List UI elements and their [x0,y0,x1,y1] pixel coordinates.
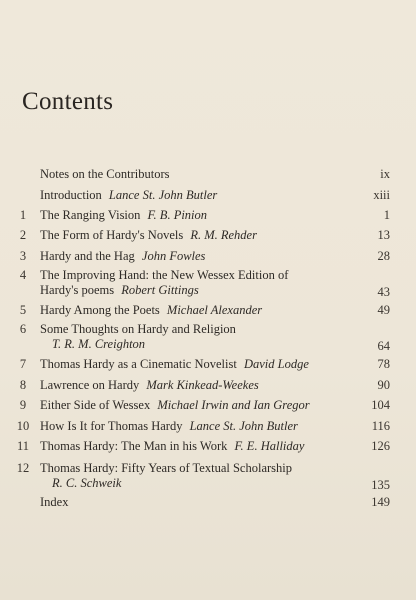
chapter-title: Hardy Among the Poets [40,303,160,317]
page-number: 49 [377,303,390,317]
entry-text [40,322,340,352]
page-number: 78 [377,357,390,371]
page-number: 28 [377,249,390,263]
entry-text [40,495,340,510]
entry-text [40,228,340,243]
entry-text [40,188,340,203]
chapter-author: John Fowles [141,249,206,263]
page-number: 116 [371,419,390,433]
page-number: 135 [371,478,390,492]
chapter-title: How Is It for Thomas Hardy [40,419,183,433]
chapter-author: Lance St. John Butler [189,419,298,433]
chapter-title: Lawrence on Hardy [40,378,140,392]
entry-text [40,268,340,298]
chapter-author: Michael Alexander [166,303,263,317]
chapter-title: Some Thoughts on Hardy and Religion [40,322,236,336]
chapter-number: 10 [16,419,30,433]
chapter-author: David Lodge [243,357,309,371]
page-number: 64 [377,339,390,353]
chapter-number: 12 [16,461,30,475]
page-number: 90 [377,378,390,392]
entry-text [40,208,340,223]
chapter-author: T. R. M. Creighton [52,337,146,351]
chapter-author: Lance St. John Butler [108,188,218,202]
chapter-title: The Ranging Vision [40,208,141,222]
chapter-title: Either Side of Wessex [40,398,151,412]
chapter-title: Thomas Hardy: The Man in his Work [40,439,228,453]
chapter-number: 1 [19,208,27,222]
chapter-number: 5 [19,303,27,317]
page-title: Contents [22,88,114,115]
entry-text [40,419,340,434]
page-number: 126 [371,439,390,453]
chapter-title: Thomas Hardy: Fifty Years of Textual Scholarship [40,461,292,475]
entry-text [40,398,340,413]
page-number: 104 [371,398,390,412]
chapter-title: The Form of Hardy's Novels [40,228,184,242]
entry-text [40,303,340,318]
chapter-title: Hardy and the Hag [40,249,135,263]
page-number: 1 [383,208,390,222]
chapter-author: F. E. Halliday [234,439,305,453]
chapter-number: 2 [19,228,27,242]
page-number: 43 [377,285,390,299]
entry-text [40,167,340,182]
chapter-author: F. B. Pinion [147,208,208,222]
chapter-number: 11 [16,439,30,453]
entry-text [40,461,340,491]
chapter-title: Index [40,495,69,509]
page-number: 13 [377,228,390,242]
chapter-title: The Improving Hand: the New Wessex Edition of [40,268,289,282]
page-number: 149 [371,495,390,509]
chapter-title: Notes on the Contributors [40,167,170,181]
chapter-author: R. M. Rehder [190,228,257,242]
page-number: ix [380,167,390,181]
chapter-number: 8 [19,378,27,392]
chapter-title: Introduction [40,188,102,202]
chapter-number: 6 [19,322,27,336]
entry-text [40,439,340,454]
chapter-number: 7 [19,357,27,371]
chapter-author: Robert Gittings [121,283,199,297]
chapter-title-continued: Hardy's poems [40,283,115,297]
entry-text [40,249,340,264]
chapter-author: R. C. Schweik [52,476,122,490]
chapter-number: 4 [19,268,27,282]
chapter-author: Michael Irwin and Ian Gregor [157,398,310,412]
chapter-title: Thomas Hardy as a Cinematic Novelist [40,357,237,371]
chapter-number: 3 [19,249,27,263]
chapter-author: Mark Kinkead-Weekes [146,378,259,392]
page-number: xiii [373,188,390,202]
entry-text [40,357,340,372]
chapter-number: 9 [19,398,27,412]
entry-text [40,378,340,393]
